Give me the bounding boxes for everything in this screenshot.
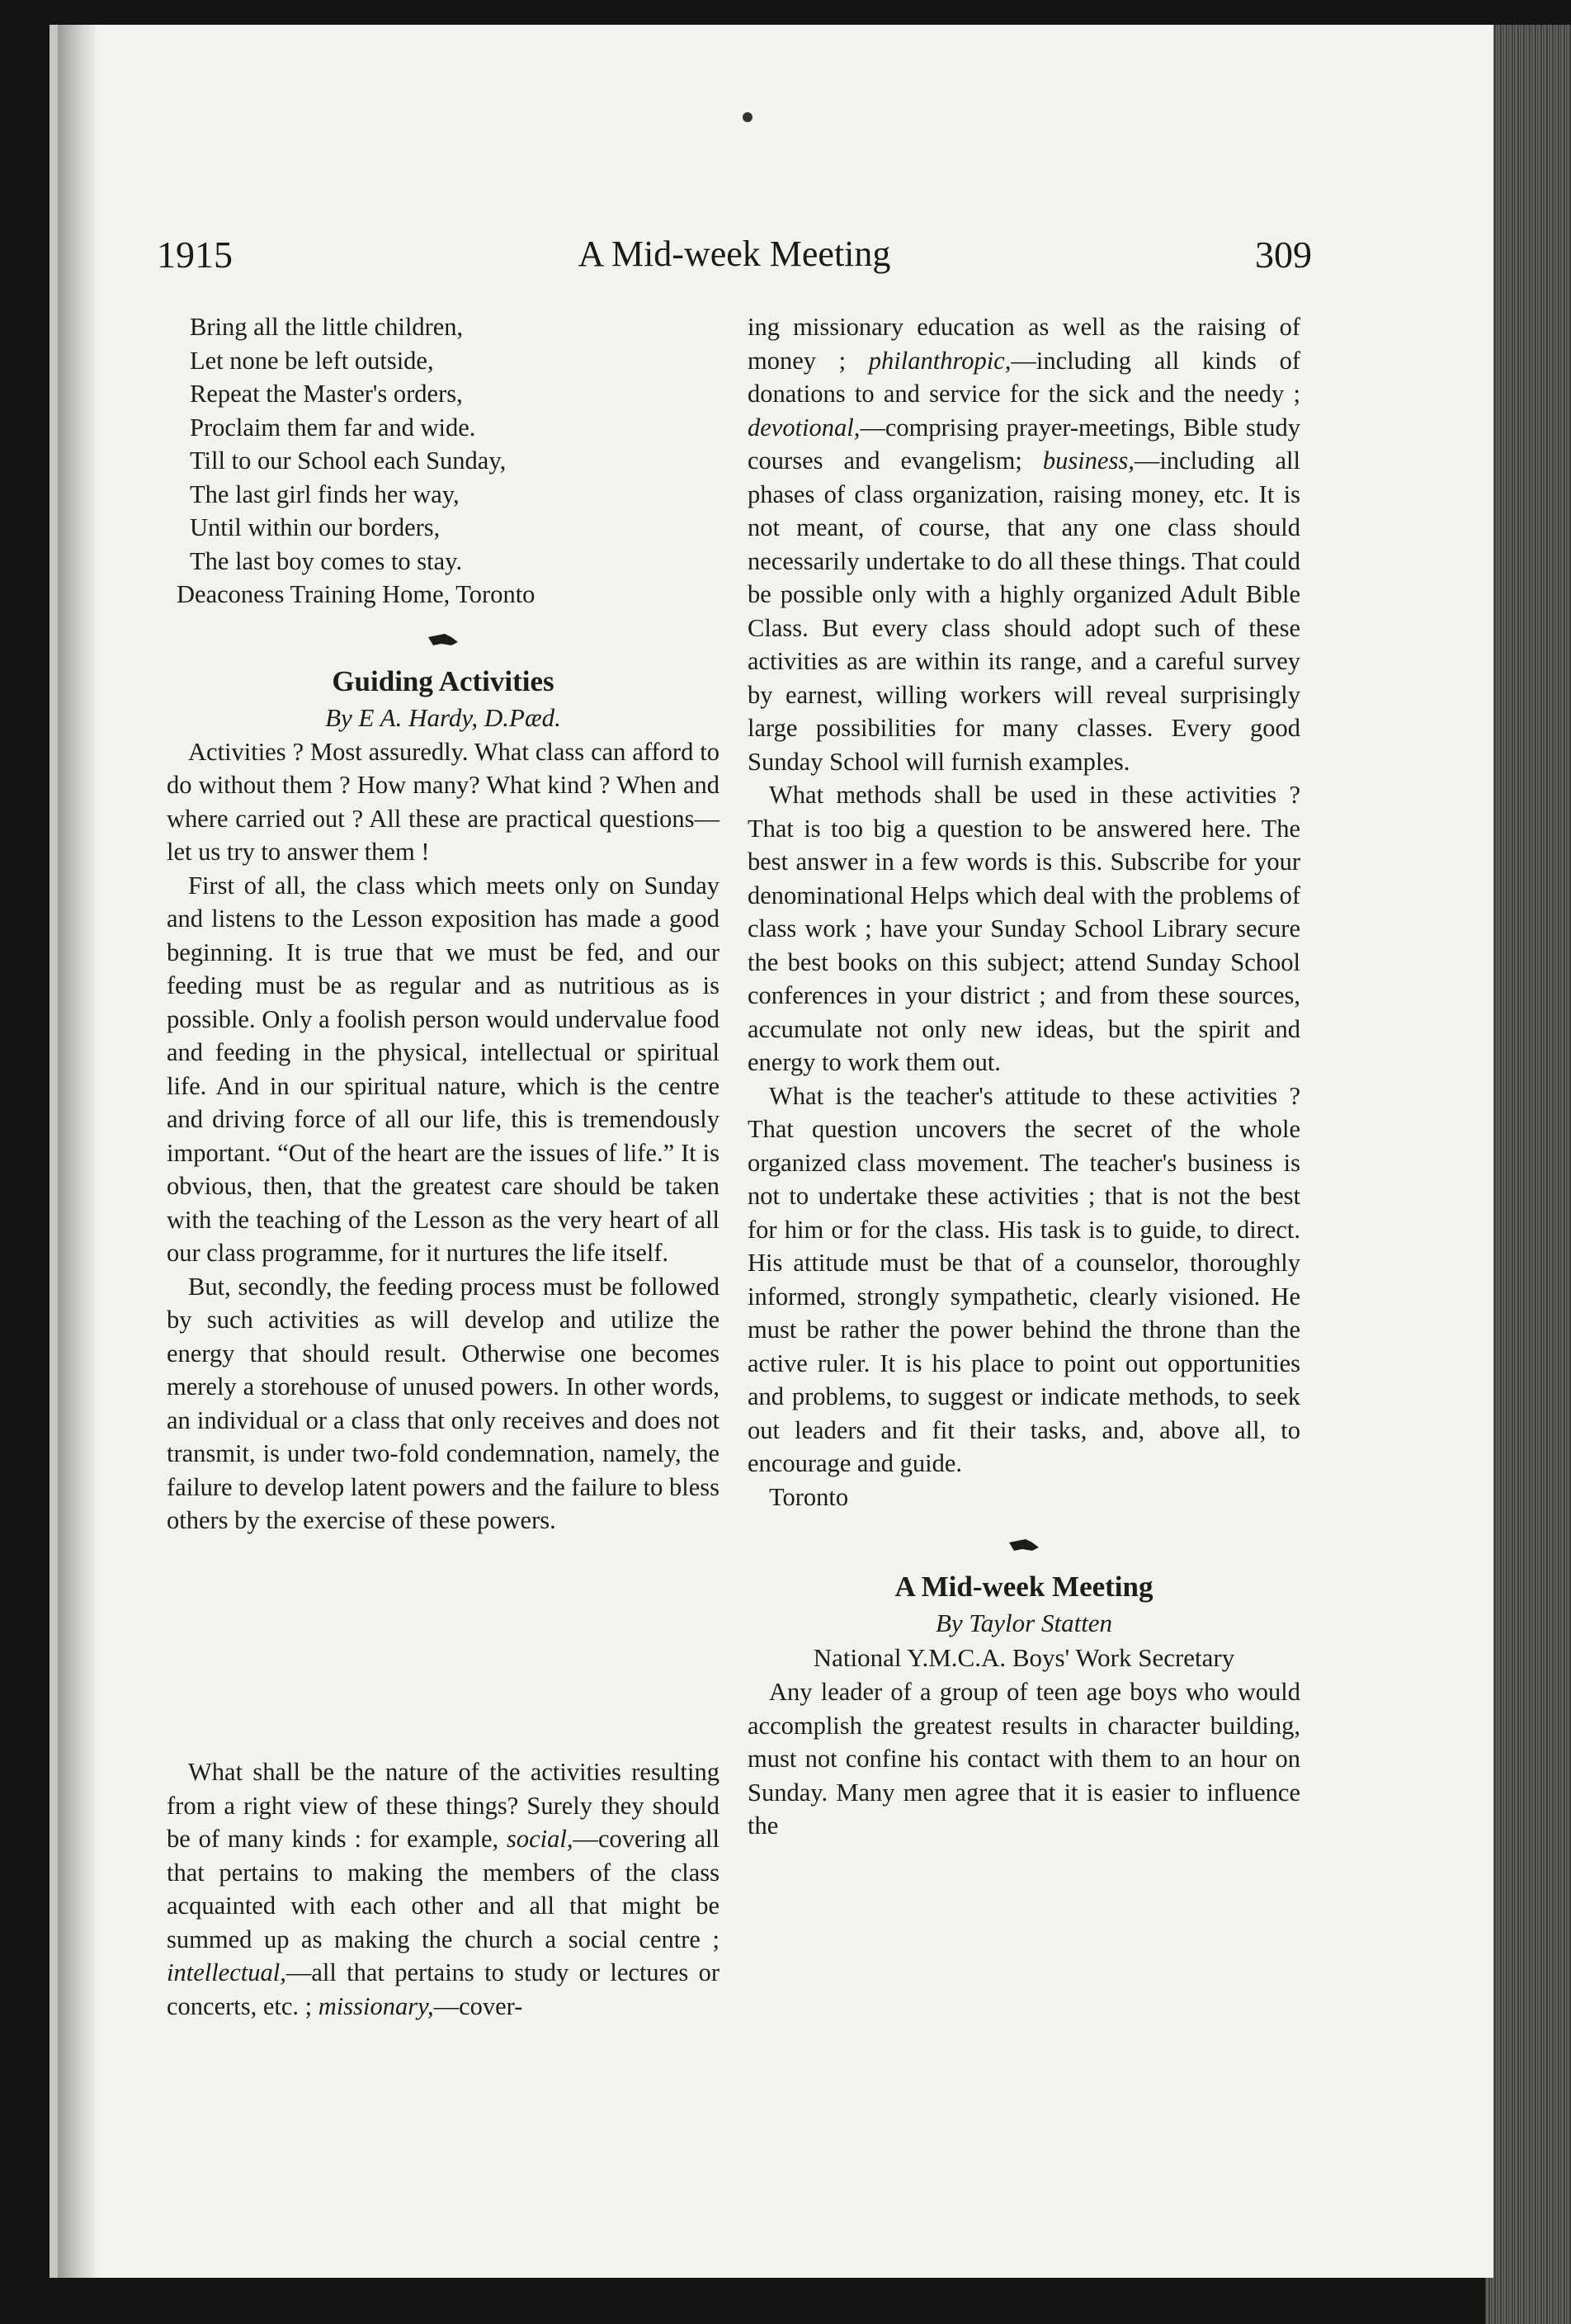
book-spine-shadow	[58, 25, 96, 2278]
hand-ornament-icon	[748, 1520, 1300, 1566]
article-byline: By Taylor Statten	[935, 1608, 1113, 1637]
author-affiliation: National Y.M.C.A. Boys' Work Secretary	[813, 1643, 1235, 1672]
paragraph-text: —all that pertains to study or lectures or concerts, etc. ;	[167, 1958, 719, 2020]
article-paragraph: Activities ? Most assuredly. What class can afford to do without them ? How many? What kind ? When and where carried out ? All these are practical questions—let us try to answer them !	[167, 737, 719, 866]
paragraph-text: ing missionary education as well as the raising of money ;	[748, 313, 1300, 375]
left-column	[167, 310, 719, 1538]
italic-term: philanthropic,	[868, 346, 1012, 375]
header-year: 1915	[157, 234, 233, 276]
left-column-continuation	[167, 1755, 719, 2023]
article-paragraph: Any leader of a group of teen age boys who would accomplish the greatest results in character building, must not confine his contact with them to an hour on Sunday. Many men agree that it is easier to influence the	[748, 1678, 1300, 1840]
paragraph-text: —comprising prayer-meetings, Bible study courses and evangelism;	[748, 413, 1300, 475]
running-header	[157, 233, 1312, 282]
article-title: Guiding Activities	[332, 664, 554, 697]
article-paragraph: First of all, the class which meets only on Sunday and listens to the Lesson exposition has made a good beginning. It is true that we must be fed, and our feeding must be as regular and as nutritious as is possible. Only a foolish person would undervalue food and feeding in the physical, intellectual or spiritual life. And in our spiritual nature, which is the centre and driving force of all our life, this is tremendously important. “Out of the heart are the issues of life.” It is obvious, then, that the greatest care should be taken with the teaching of the Lesson as the very heart of all our class programme, for it nurtures the life itself.	[167, 871, 719, 1267]
paragraph-text: What shall be the nature of the activities resulting from a right view of these things? Surely they should be of many kinds : for example,	[167, 1758, 719, 1853]
header-running-title: A Mid-week Meeting	[578, 234, 891, 274]
paragraph-text: —covering all that pertains to making the members of the class acquainted with each other and all that might be summed up as making the church a social centre ;	[167, 1825, 719, 1953]
poem-line: Until within our borders,	[190, 513, 441, 541]
article-signature: Toronto	[769, 1482, 849, 1511]
poem-line: Let none be left outside,	[190, 346, 434, 375]
paragraph-text: —including all phases of class organization, raising money, etc. It is not meant, of course, that any one class should necessarily undertake to do all these things. That could be possible only with a highly organized Adult Bible Class. But every class should adopt such of these activities as are within its range, and a careful survey by earnest, willing workers will reveal surprisingly large possibilities for many classes. Every good Sunday School will furnish examples.	[748, 446, 1300, 776]
poem-line: Repeat the Master's orders,	[190, 380, 463, 408]
header-page-number: 309	[1255, 234, 1312, 276]
poem-line: The last boy comes to stay.	[190, 546, 463, 575]
book-page-edges	[1485, 25, 1571, 2324]
italic-term: social,	[506, 1825, 573, 1853]
italic-term: business,	[1042, 446, 1135, 475]
poem	[167, 310, 719, 612]
poem-line: The last girl finds her way,	[190, 479, 460, 508]
article-paragraph	[748, 310, 1300, 778]
paragraph-text: —including all kinds of donations to and service for the sick and the needy ;	[748, 346, 1300, 408]
article-title: A Mid-week Meeting	[894, 1571, 1153, 1603]
poem-signature: Deaconess Training Home, Toronto	[177, 580, 535, 608]
italic-term: devotional,	[748, 413, 861, 442]
poem-line: Bring all the little children,	[190, 313, 464, 341]
ink-blot	[743, 112, 752, 122]
poem-line: Till to our School each Sunday,	[190, 446, 507, 475]
article-paragraph: But, secondly, the feeding process must be followed by such activities as will develop and utilize the energy that should result. Otherwise one becomes merely a storehouse of unused powers. In other words, an individual or a class that only receives and does not transmit, is under two-fold condemnation, namely, the failure to develop latent powers and the failure to bless others by the exercise of these powers.	[167, 1272, 719, 1534]
right-column	[748, 310, 1300, 1843]
italic-term: missionary,	[318, 1991, 434, 2020]
hand-ornament-icon	[167, 615, 719, 661]
article-byline: By E A. Hardy, D.Pæd.	[325, 702, 561, 732]
article-paragraph: What is the teacher's attitude to these activities ? That question uncovers the secret of the whole organized class movement. The teacher's business is not to undertake these activities ; that is not the best for him or for the class. His task is to guide, to direct. His attitude must be that of a counselor, thoroughly informed, strongly sympathetic, clearly visioned. He must be rather the power behind the throne than the active ruler. It is his place to point out opportunities and problems, to suggest or indicate methods, to seek out leaders and fit their tasks, and, above all, to encourage and guide.	[748, 1081, 1300, 1477]
article-paragraph: What methods shall be used in these activities ? That is too big a question to be answered here. The best answer in a few words is this. Subscribe for your denominational Helps which deal with the problems of class work ; have your Sunday School Library secure the best books on this subject; attend Sunday School conferences in your district ; and from these sources, accumulate not only new ideas, but the spirit and energy to work them out.	[748, 781, 1301, 1076]
article-paragraph	[167, 1755, 719, 2023]
paragraph-text: —cover-	[433, 1991, 523, 2020]
italic-term: intellectual,	[167, 1958, 286, 1986]
poem-line: Proclaim them far and wide.	[190, 413, 476, 442]
